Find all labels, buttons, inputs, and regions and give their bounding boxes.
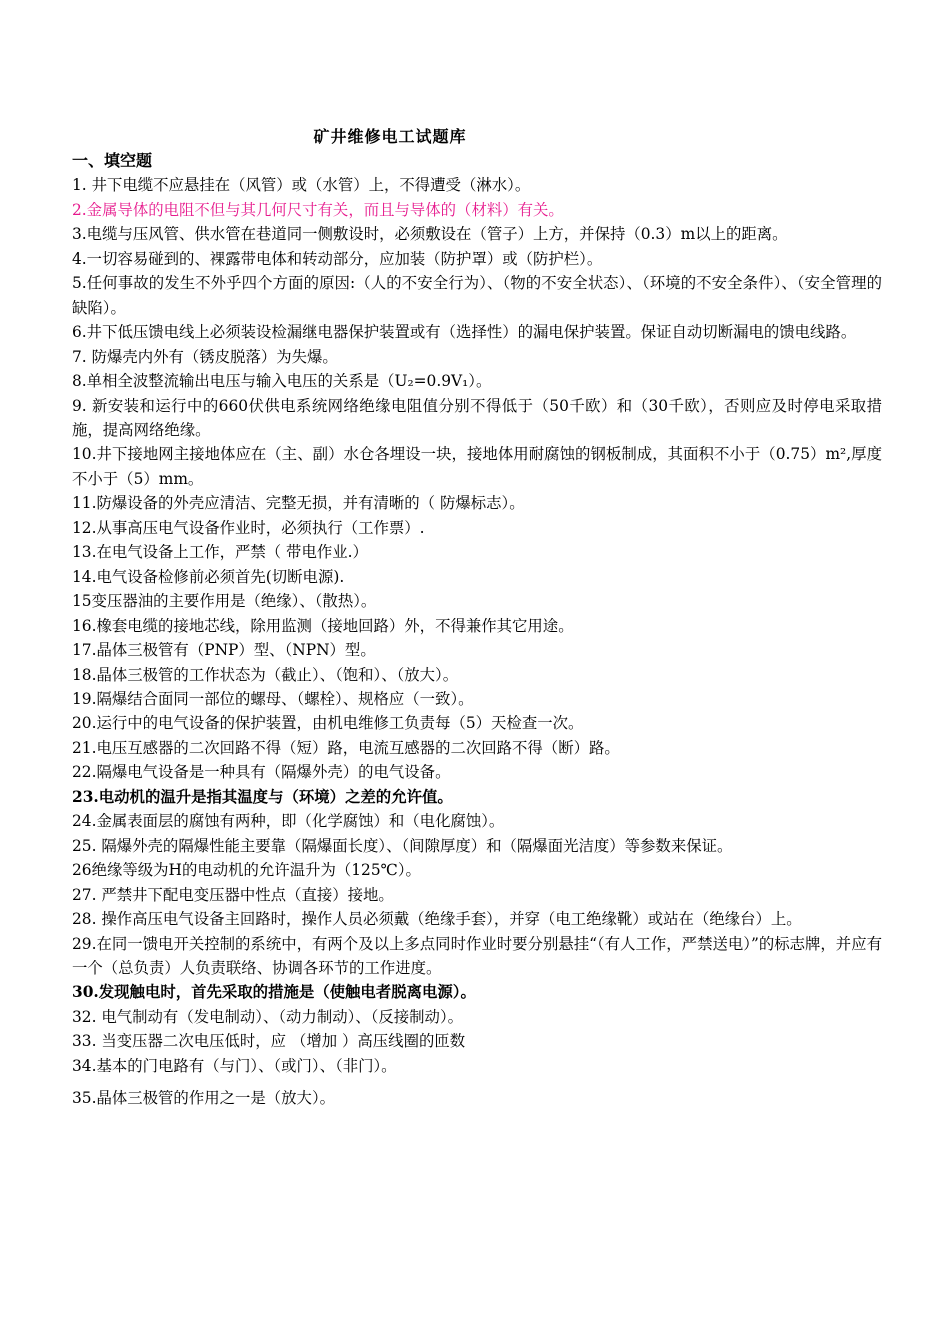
- document-title: 矿井维修电工试题库: [313, 127, 467, 146]
- question-item: 9. 新安装和运行中的660伏供电系统网络绝缘电阻值分别不得低于（50千欧）和（30千欧），否则应及时停电采取措施，提高网络绝缘。: [72, 396, 882, 439]
- question-item: 27. 严禁井下配电变压器中性点（直接）接地。: [72, 885, 394, 904]
- question-item: 34.基本的门电路有（与门）、（或门）、（非门）。: [72, 1056, 397, 1075]
- question-item: 12.从事高压电气设备作业时，必须执行（工作票）.: [72, 518, 425, 537]
- question-item: 3.电缆与压风管、供水管在巷道同一侧敷设时，必须敷设在（管子）上方，并保持（0.3）m以上的距离。: [72, 225, 788, 244]
- question-item: 32. 电气制动有（发电制动）、（动力制动）、（反接制动）。: [72, 1007, 464, 1026]
- question-item: 16.橡套电缆的接地芯线，除用监测（接地回路）外，不得兼作其它用途。: [72, 616, 574, 635]
- question-item: 26绝缘等级为H的电动机的允许温升为（125℃）。: [72, 861, 421, 880]
- question-item: 19.隔爆结合面同一部位的螺母、（螺栓）、规格应（一致）。: [72, 689, 474, 708]
- question-item: 20.运行中的电气设备的保护装置，由机电维修工负责每（5）天检查一次。: [72, 714, 584, 733]
- question-item: 33. 当变压器二次电压低时，应 （增加 ）高压线圈的匝数: [72, 1032, 466, 1051]
- question-item: 17.晶体三极管有（PNP）型、（NPN）型。: [72, 641, 376, 660]
- question-item: 1. 井下电缆不应悬挂在（风管）或（水管）上，不得遭受（淋水）。: [72, 176, 531, 195]
- question-item: 15变压器油的主要作用是（绝缘）、（散热）。: [72, 592, 377, 611]
- question-list: [72, 149, 882, 1111]
- question-item: 30.发现触电时，首先采取的措施是（使触电者脱离电源）。: [72, 983, 476, 1002]
- question-item: 14.电气设备检修前必须首先(切断电源).: [72, 567, 345, 586]
- question-item: 2.金属导体的电阻不但与其几何尺寸有关，而且与导体的（材料）有关。: [72, 200, 564, 219]
- question-item: 5.任何事故的发生不外乎四个方面的原因:（人的不安全行为）、（物的不安全状态）、（环境的不安全条件）、（安全管理的缺陷）。: [72, 274, 882, 317]
- question-item: 4.一切容易碰到的、裸露带电体和转动部分，应加装（防护罩）或（防护栏）。: [72, 249, 603, 268]
- question-item: 35.晶体三极管的作用之一是（放大）。: [72, 1089, 336, 1108]
- question-item: 8.单相全波整流输出电压与输入电压的关系是（U₂=0.9V₁）。: [72, 372, 492, 391]
- question-item: 28. 操作高压电气设备主回路时，操作人员必须戴（绝缘手套），并穿（电工绝缘靴）或站在（绝缘台）上。: [72, 910, 802, 929]
- question-item: 21.电压互感器的二次回路不得（短）路，电流互感器的二次回路不得（断）路。: [72, 738, 620, 757]
- question-item: 7. 防爆壳内外有（锈皮脱落）为失爆。: [72, 347, 338, 366]
- question-item: 29.在同一馈电开关控制的系统中，有两个及以上多点同时作业时要分别悬挂“（有人工作，严禁送电）”的标志牌，并应有一个（总负责）人负责联络、协调各环节的工作进度。: [72, 934, 882, 977]
- question-item: 23.电动机的温升是指其温度与（环境）之差的允许值。: [72, 787, 453, 806]
- question-item: 10.井下接地网主接地体应在（主、副）水仓各埋设一块，接地体用耐腐蚀的钢板制成，其面积不小于（0.75）m²,厚度不小于（5）mm。: [72, 445, 882, 488]
- section-heading: 一、填空题: [72, 151, 153, 170]
- question-item: 13.在电气设备上工作，严禁（ 带电作业.）: [72, 543, 368, 562]
- question-item: 24.金属表面层的腐蚀有两种，即（化学腐蚀）和（电化腐蚀）。: [72, 812, 505, 831]
- question-item: 22.隔爆电气设备是一种具有（隔爆外壳）的电气设备。: [72, 763, 451, 782]
- question-item: 6.井下低压馈电线上必须装设检漏继电器保护装置或有（选择性）的漏电保护装置。保证自动切断漏电的馈电线路。: [72, 323, 857, 342]
- question-item: 25. 隔爆外壳的隔爆性能主要靠（隔爆面长度）、（间隙厚度）和（隔爆面光洁度）等参数来保证。: [72, 836, 733, 855]
- question-item: 11.防爆设备的外壳应清洁、完整无损，并有清晰的（ 防爆标志）。: [72, 494, 525, 513]
- question-item: 18.晶体三极管的工作状态为（截止）、（饱和）、（放大）。: [72, 665, 459, 684]
